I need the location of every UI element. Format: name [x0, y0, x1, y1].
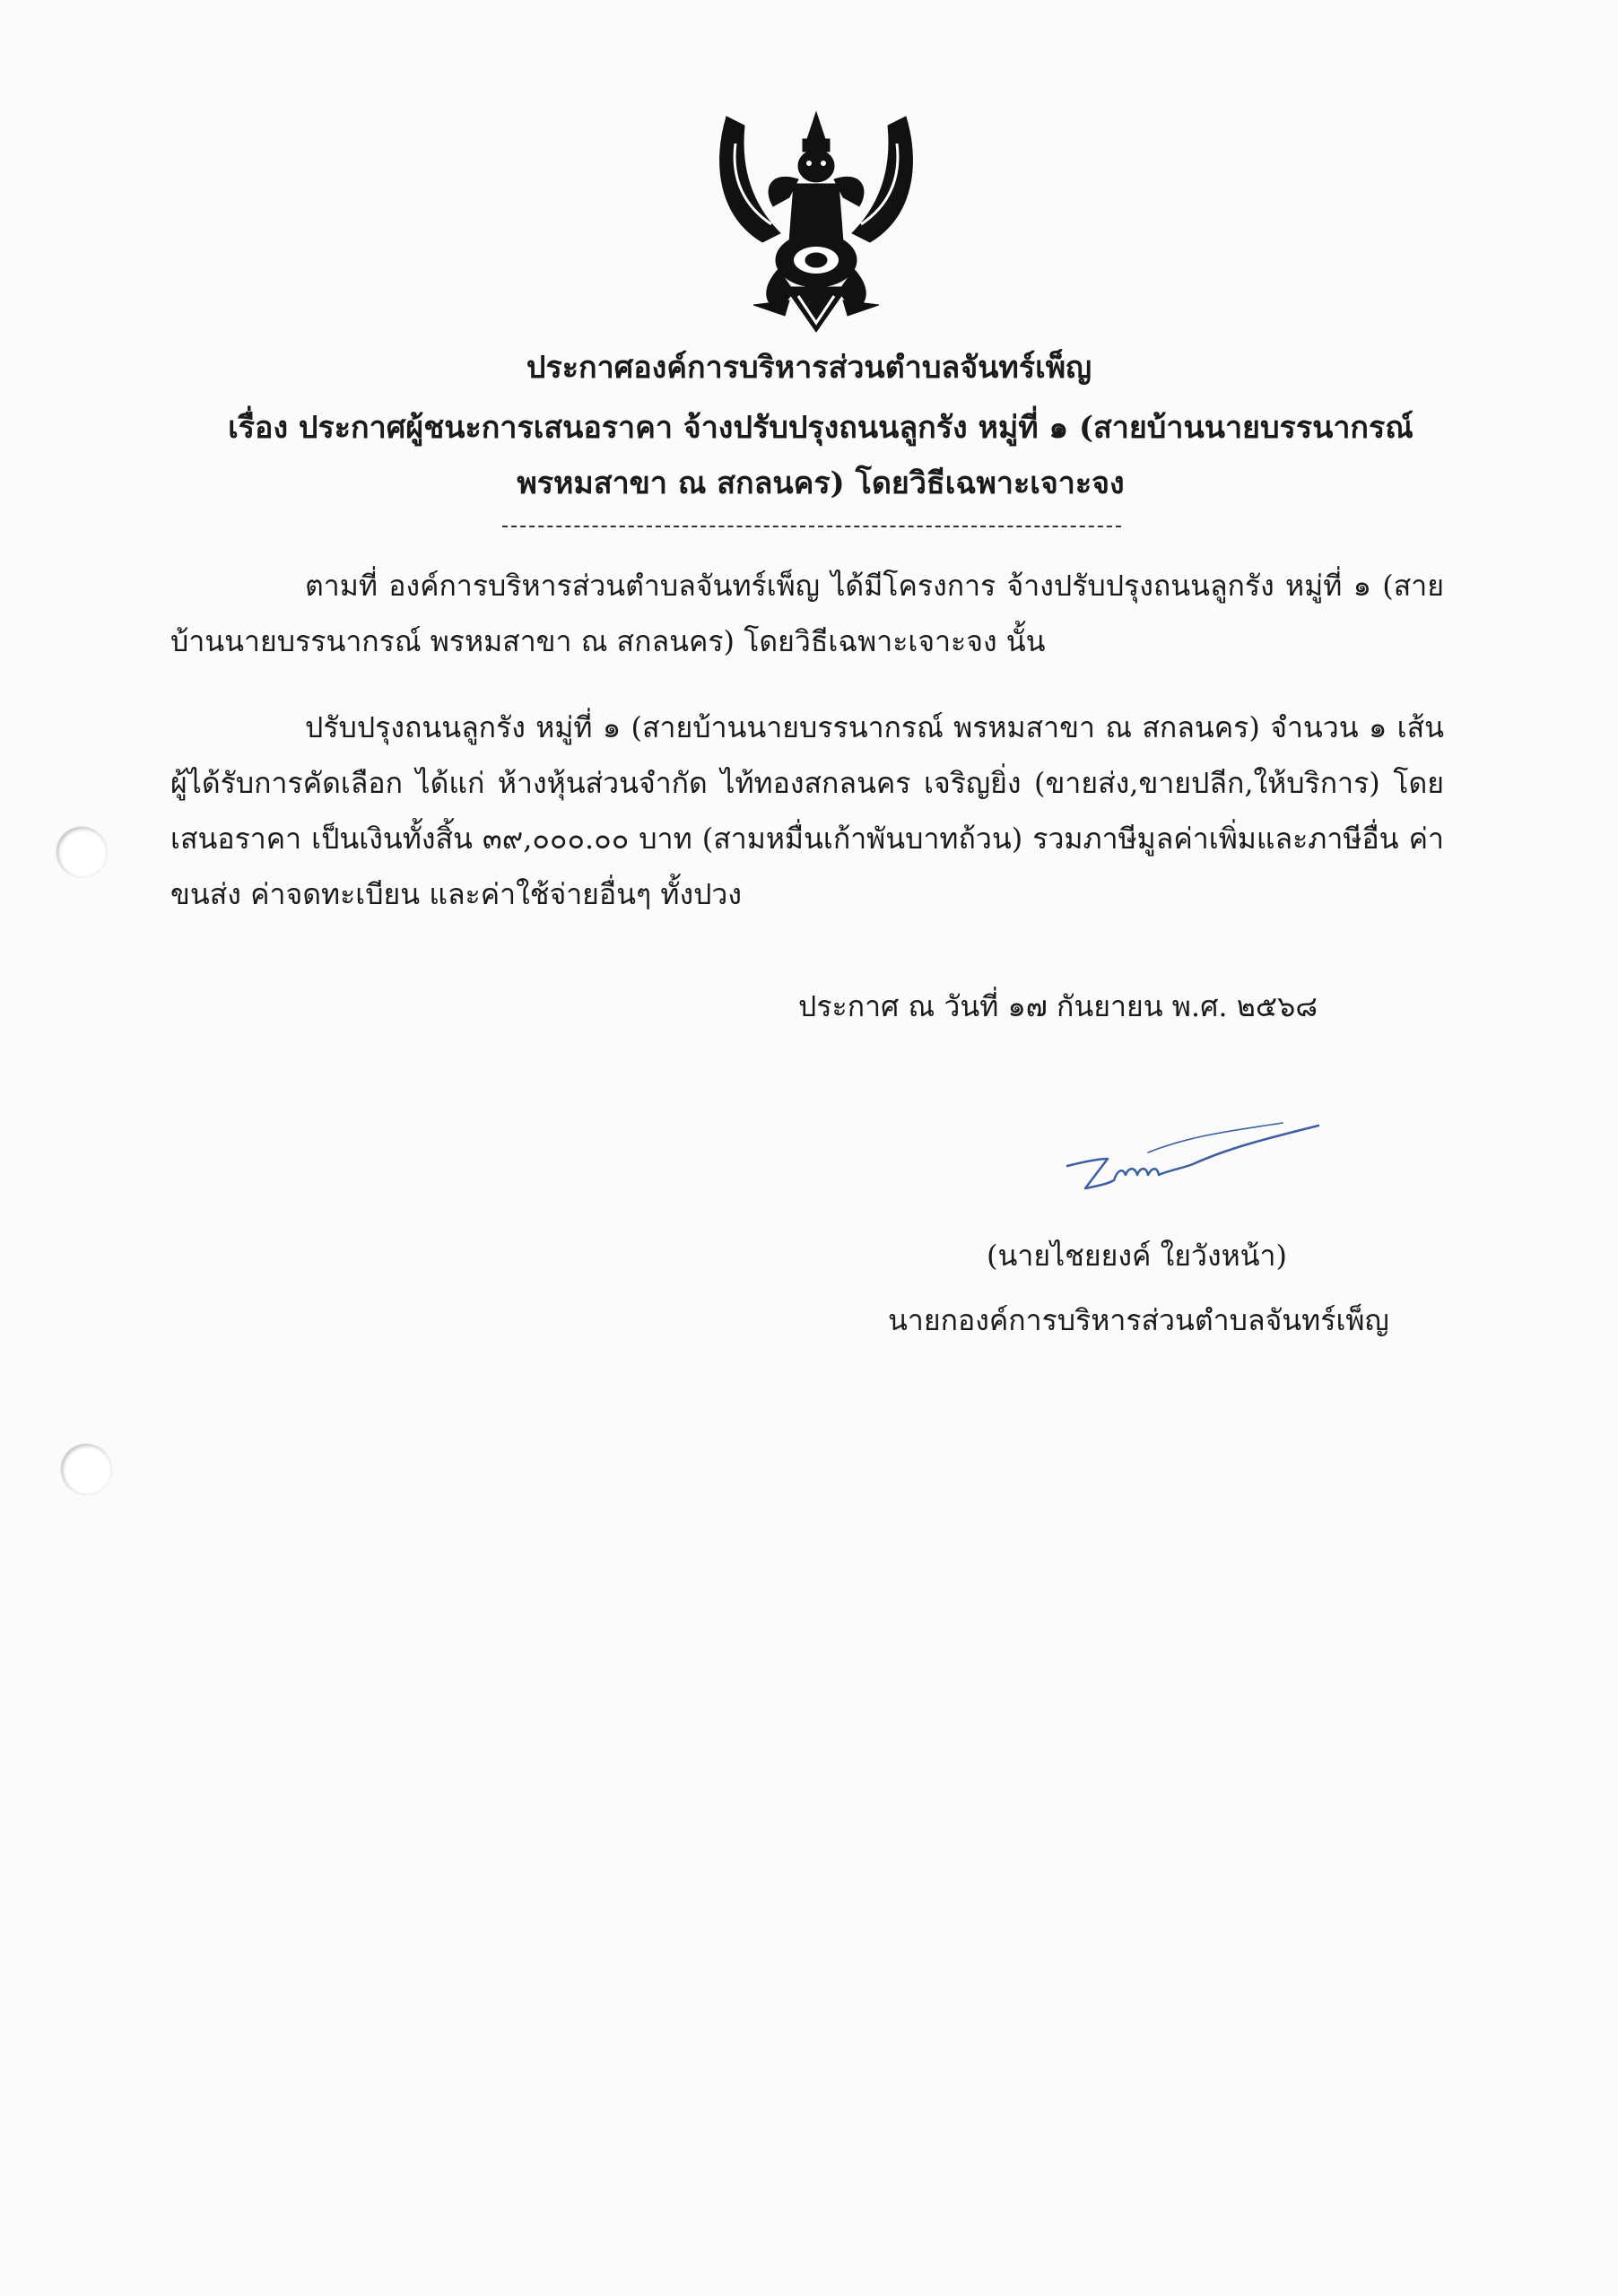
- signer-name: (นายไชยยงค์ ใยวังหน้า): [987, 1239, 1287, 1273]
- announcement-title: ประกาศองค์การบริหารส่วนตำบลจันทร์เพ็ญ: [526, 350, 1092, 386]
- punch-hole-bottom: [61, 1444, 111, 1494]
- announcement-date: ประกาศ ณ วันที่ ๑๗ กันยายน พ.ศ. ๒๕๖๘: [798, 989, 1318, 1023]
- paragraph-project: ตามที่ องค์การบริหารส่วนตำบลจันทร์เพ็ญ ได้มีโครงการ จ้างปรับปรุงถนนลูกรัง หมู่ที่ ๑ (สายบ้านนายบรรนากรณ์ พรหมสาขา ณ สกลนคร) โดยวิธีเฉพาะเจาะจง นั้น: [170, 569, 1444, 658]
- paragraph-winner: ปรับปรุงถนนลูกรัง หมู่ที่ ๑ (สายบ้านนายบรรนากรณ์ พรหมสาขา ณ สกลนคร) จำนวน ๑ เส้น ผู้ได้รับการคัดเลือก ได้แก่ ห้างหุ้นส่วนจำกัด ไท้ทองสกลนคร เจริญยิ่ง (ขายส่ง,ขายปลีก,ให้บริการ) โดยเสนอราคา เป็นเงินทั้งสิ้น ๓๙,๐๐๐.๐๐ บาท (สามหมื่นเก้าพันบาทถ้วน) รวมภาษีมูลค่าเพิ่มและภาษีอื่น ค่าขนส่ง ค่าจดทะเบียน และค่าใช้จ่ายอื่นๆ ทั้งปวง: [170, 710, 1445, 911]
- announcement-subject: เรื่อง ประกาศผู้ชนะการเสนอราคา จ้างปรับปรุงถนนลูกรัง หมู่ที่ ๑ (สายบ้านนายบรรนากรณ์ พรหมสาขา ณ สกลนคร) โดยวิธีเฉพาะเจาะจง: [228, 410, 1414, 501]
- signer-position: นายกองค์การบริหารส่วนตำบลจันทร์เพ็ญ: [888, 1303, 1389, 1337]
- punch-hole-top: [57, 827, 107, 877]
- garuda-emblem-icon: [709, 108, 924, 341]
- signature-image: [1058, 1112, 1327, 1211]
- separator-line: [502, 526, 1121, 527]
